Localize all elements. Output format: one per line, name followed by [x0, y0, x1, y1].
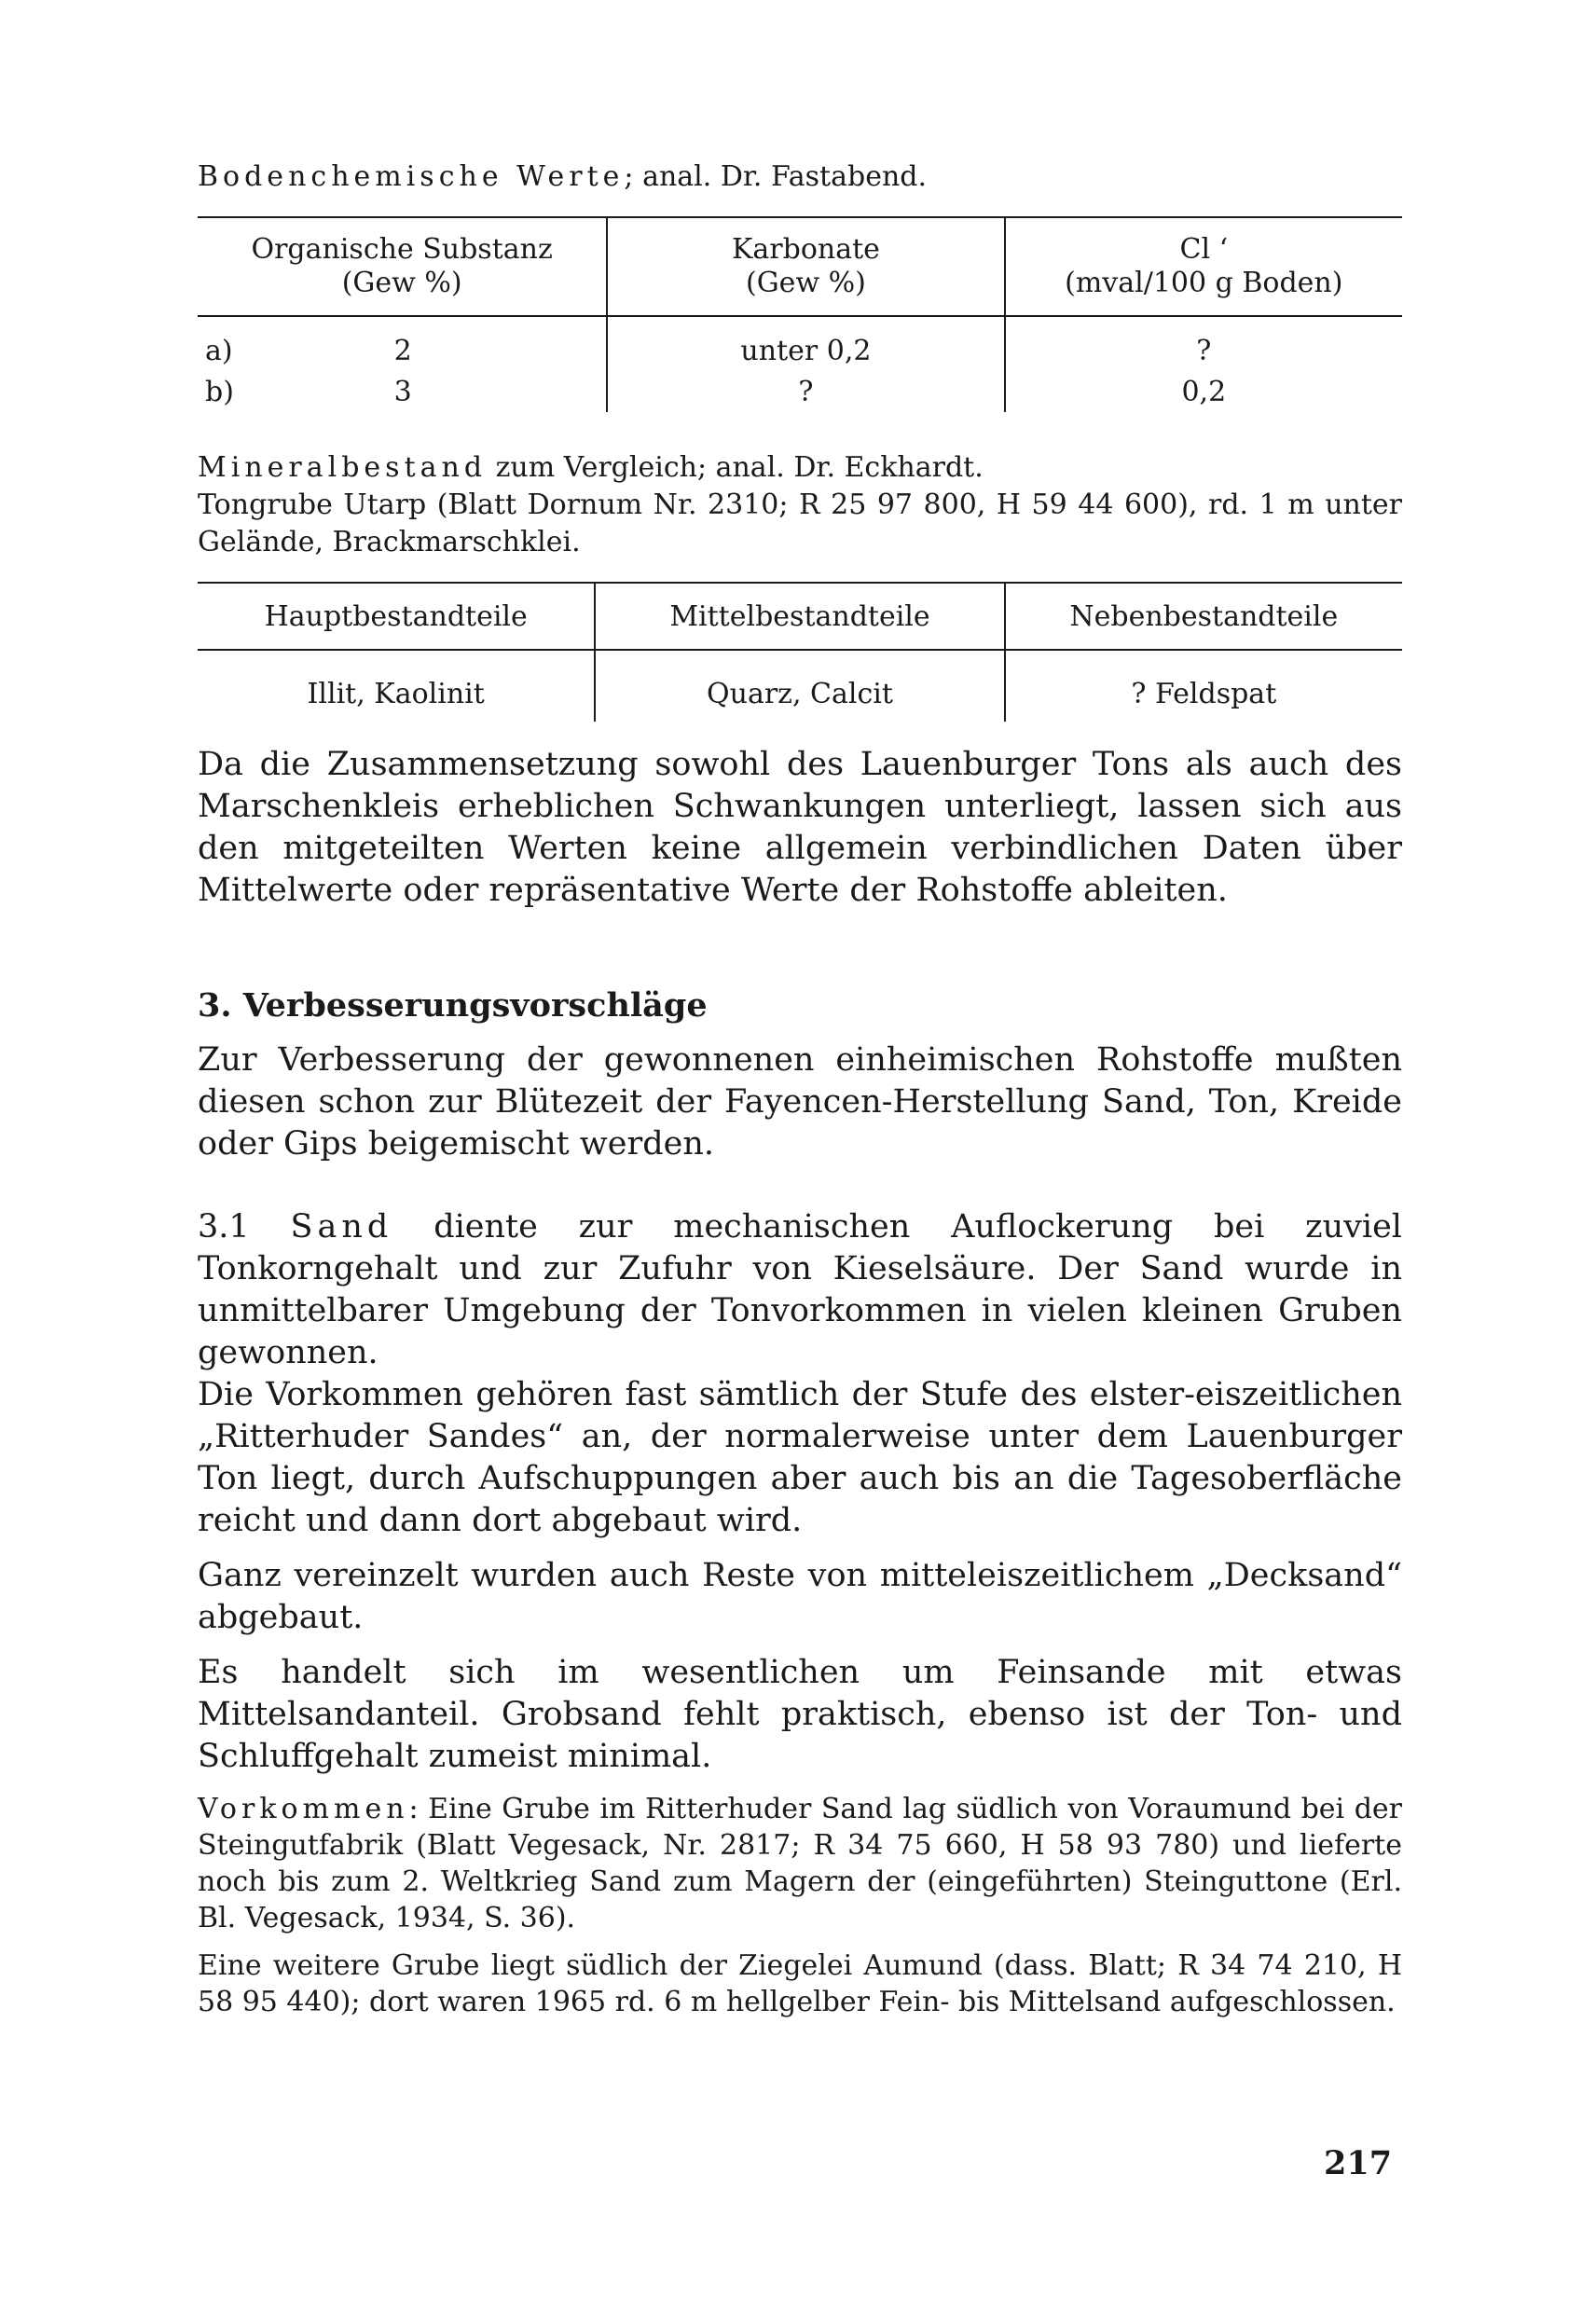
header-line: Karbonate: [731, 233, 880, 266]
row-label: b): [205, 375, 234, 408]
paragraph-occurrences: Die Vorkommen gehören fast sämtlich der Stufe des elster-eiszeitlichen „Ritterhuder Sandes“ an, der normalerweise unter dem Lauenburger Ton liegt, durch Aufschuppungen aber auch bis an die Tagesoberfläche reicht und dann dort abgebaut wird.: [198, 1376, 1402, 1539]
page-number: 217: [1324, 2144, 1393, 2182]
header-line: (mval/100 g Boden): [1065, 267, 1343, 299]
row-label: a): [205, 334, 233, 367]
note-text: : Eine Grube im Ritterhuder Sand lag südlich von Voraumund bei der Steingutfabrik (Blatt Vegesack, Nr. 2817; R 34 75 660, H 58 93 780) und lieferte noch bis zum 2. Weltkrieg Sand zum Magern der (eingeführten) Steinguttone (Erl. Bl. Vegesack, 1934, S. 36).: [198, 1793, 1402, 1934]
table-cell: ? Feldspat: [1005, 650, 1402, 722]
table1-header-organic: [198, 217, 607, 316]
paragraph-text: diente zur mechanischen Auflockerung bei zuviel Tonkorngehalt und zur Zufuhr von Kieselsäure. Der Sand wurde in unmittelbarer Umgebung der Tonvorkommen in vielen kleinen Gruben gewonnen.: [198, 1208, 1402, 1371]
table-cell: ?: [1005, 316, 1402, 371]
section-heading: 3. Verbesserungsvorschläge: [198, 986, 708, 1025]
soil-chemistry-table: [198, 216, 1402, 412]
table2-caption-line2: Tongrube Utarp (Blatt Dornum Nr. 2310; R 25 97 800, H 59 44 600), rd. 1 m unter Gelände, Brackmarschklei.: [198, 489, 1402, 558]
table-cell: Illit, Kaolinit: [307, 677, 485, 710]
paragraph-improvement: Zur Verbesserung der gewonnenen einheimischen Rohstoffe mußten diesen schon zur Blütezeit der Fayencen-Herstellung Sand, Ton, Kreide oder Gips beigemischt werden.: [198, 1041, 1402, 1163]
table1-caption: [198, 158, 1402, 196]
paragraph-sand: [198, 1206, 1402, 1374]
header-line: Cl ‘: [1179, 233, 1229, 266]
mineral-table: [198, 582, 1402, 722]
cell-value: 3: [393, 375, 412, 408]
table1-header-chloride: [1005, 217, 1402, 316]
table2-caption-rest: zum Vergleich; anal. Dr. Eckhardt.: [487, 451, 984, 484]
subsection-keyword: Sand: [290, 1208, 393, 1245]
header-line: Organische Substanz: [251, 233, 553, 266]
page-content: [198, 158, 1402, 2020]
paragraph-finesand: Es handelt sich im wesentlichen um Feinsande mit etwas Mittelsandanteil. Grobsand fehlt praktisch, ebenso ist der Ton- und Schluffgehalt zumeist minimal.: [198, 1654, 1402, 1775]
table-cell: [198, 316, 607, 371]
table1-header-carbonate: [607, 217, 1004, 316]
table-cell: [198, 371, 607, 412]
note-keyword: Vorkommen: [198, 1793, 409, 1825]
table2-header: Hauptbestandteile: [198, 583, 595, 650]
table2-header: Mittelbestandteile: [595, 583, 1004, 650]
table2-header: Nebenbestandteile: [1005, 583, 1402, 650]
table1-caption-rest: ; anal. Dr. Fastabend.: [624, 160, 928, 193]
header-line: (Gew %): [746, 267, 866, 299]
note-second-pit: Eine weitere Grube liegt südlich der Ziegelei Aumund (dass. Blatt; R 34 74 210, H 58 95 440); dort waren 1965 rd. 6 m hellgelber Fein- bis Mittelsand aufgeschlossen.: [198, 1949, 1402, 2018]
cell-value: 2: [393, 334, 412, 367]
table-cell: ?: [607, 371, 1004, 412]
table2-caption: [198, 449, 1402, 561]
table-cell: 0,2: [1005, 371, 1402, 412]
header-line: (Gew %): [341, 267, 462, 299]
table-row: [198, 371, 1402, 412]
table-row: [198, 316, 1402, 371]
paragraph-decksand: Ganz vereinzelt wurden auch Reste von mitteleiszeitlichem „Decksand“ abgebaut.: [198, 1557, 1402, 1636]
table2-caption-spaced: Mineralbestand: [198, 451, 488, 484]
table-cell: Quarz, Calcit: [595, 650, 1004, 722]
table-cell: unter 0,2: [607, 316, 1004, 371]
paragraph-composition: Da die Zusammensetzung sowohl des Lauenburger Tons als auch des Marschenkleis erheblichen Schwankungen unterliegt, lassen sich aus den mitgeteilten Werten keine allgemein verbindlichen Daten über Mittelwerte oder repräsentative Werte der Rohstoffe ableiten.: [198, 746, 1402, 909]
table1-caption-spaced: Bodenchemische Werte: [198, 160, 625, 193]
subsection-number: 3.1: [198, 1208, 291, 1245]
note-occurrence: [198, 1791, 1402, 1936]
table-row: [198, 650, 1402, 722]
